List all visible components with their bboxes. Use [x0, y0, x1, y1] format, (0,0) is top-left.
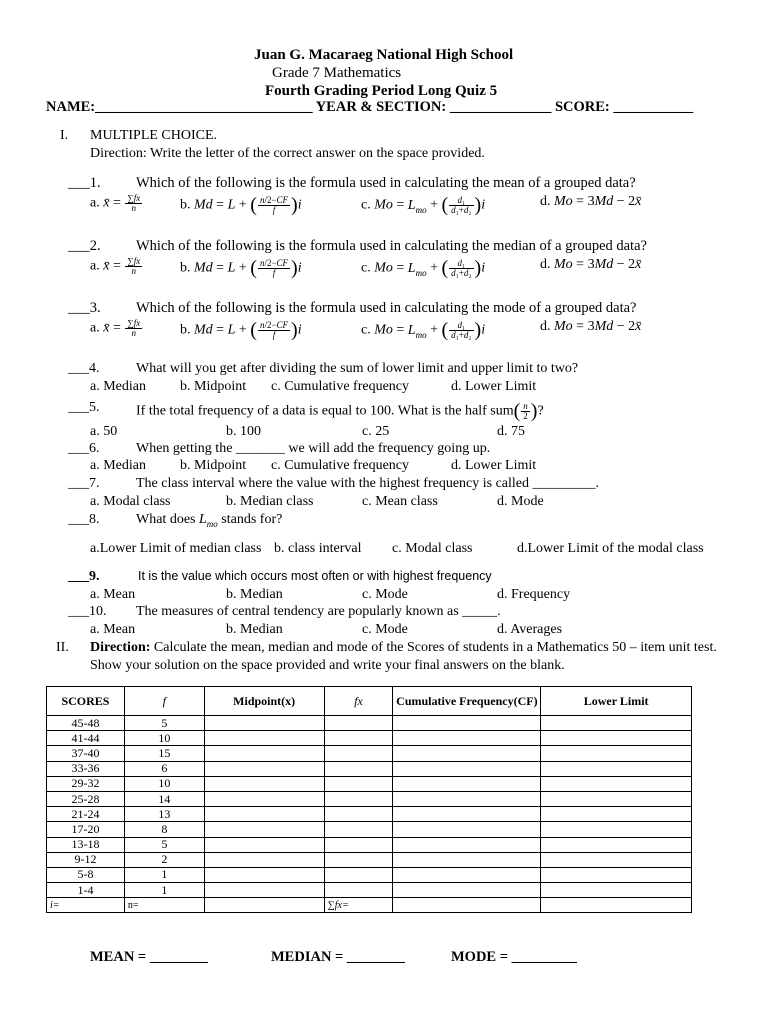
empty-cell: [204, 898, 324, 913]
cf-cell[interactable]: [393, 822, 541, 837]
q4-text: What will you get after dividing the sum of lower limit and upper limit to two?: [136, 361, 579, 376]
midpoint-cell[interactable]: [204, 746, 324, 761]
q7-choice-d: d. Mode: [497, 494, 544, 509]
cf-cell[interactable]: [393, 746, 541, 761]
grade-subject: Grade 7 Mathematics: [272, 65, 402, 81]
midpoint-cell[interactable]: [204, 822, 324, 837]
table-row: [47, 807, 692, 822]
score-cell: 29-32: [47, 776, 125, 791]
q5-choice-b: b. 100: [226, 424, 261, 439]
choice-letter: d.: [540, 257, 551, 272]
header-midpoint: Midpoint(x): [204, 687, 324, 716]
q10-choice-c: c. Mode: [362, 622, 408, 637]
cf-cell[interactable]: [393, 867, 541, 882]
cf-cell[interactable]: [393, 837, 541, 852]
choice-letter: d.: [540, 194, 551, 209]
header-scores: SCORES: [47, 687, 125, 716]
choice-a-formula-mean: a. x̄ = $\frac{\sum fx}{n}$: [90, 256, 141, 276]
q6-choice-c: c. Cumulative frequency: [271, 458, 410, 473]
part2-numeral: II.: [56, 640, 69, 655]
fx-cell[interactable]: [324, 807, 393, 822]
choice-letter: a.: [90, 195, 100, 211]
score-cell: 41-44: [47, 731, 125, 746]
fx-cell[interactable]: [324, 716, 393, 731]
choice-letter: b.: [180, 260, 191, 276]
cf-cell[interactable]: [393, 791, 541, 806]
score-cell: 9-12: [47, 852, 125, 867]
part1-direction: Direction: Write the letter of the correct answer on the space provided.: [90, 146, 485, 161]
q3-text: Which of the following is the formula used in calculating the mode of a grouped data?: [136, 300, 637, 316]
sum-fx-cell[interactable]: ∑fx=: [324, 898, 393, 913]
q6-choice-d: d. Lower Limit: [451, 458, 537, 473]
midpoint-cell[interactable]: [204, 761, 324, 776]
midpoint-cell[interactable]: [204, 807, 324, 822]
fx-cell[interactable]: [324, 883, 393, 898]
empty-cell: [541, 898, 692, 913]
table-row: [47, 883, 692, 898]
lower-limit-cell[interactable]: [541, 837, 692, 852]
q2-text: Which of the following is the formula used in calculating the median of a grouped data?: [136, 238, 647, 254]
q9-choice-b: b. Median: [226, 587, 283, 602]
q1-text: Which of the following is the formula used in calculating the mean of a grouped data?: [136, 175, 636, 191]
frequency-cell: 14: [124, 791, 204, 806]
score-cell: 13-18: [47, 837, 125, 852]
lower-limit-cell[interactable]: [541, 867, 692, 882]
frequency-cell: 1: [124, 867, 204, 882]
part2-direction-line2: Show your solution on the space provided and write your final answers on the blank.: [90, 658, 565, 673]
q8-text-post: stands for?: [221, 512, 283, 527]
fx-cell[interactable]: [324, 791, 393, 806]
q10-number: ___10.: [68, 604, 107, 619]
q8-choice-a: a.Lower Limit of median class: [90, 541, 262, 556]
choice-letter: c.: [361, 260, 371, 276]
fx-cell[interactable]: [324, 731, 393, 746]
q7-choice-a: a. Modal class: [90, 494, 171, 509]
table-row: [47, 731, 692, 746]
empty-cell: [393, 898, 541, 913]
header-f: f: [124, 687, 204, 716]
q8-choice-d: d.Lower Limit of the modal class: [517, 541, 704, 556]
choice-c-formula-mode: c. $Mo = L_{mo}$ + ( $\frac{\text{d₁}}{\text{d₁+d₂}}$ )i: [361, 319, 486, 341]
lower-limit-cell[interactable]: [541, 746, 692, 761]
cf-cell[interactable]: [393, 852, 541, 867]
q9-choice-a: a. Mean: [90, 587, 136, 602]
q9-number: ___9.: [68, 569, 100, 584]
part1-title: MULTIPLE CHOICE.: [90, 128, 218, 143]
lmo-symbol: $L_{mo}$: [198, 512, 218, 529]
choice-c-formula-mode: c. $Mo = L_{mo}$ + ( $\frac{\text{d₁}}{\text{d₁+d₂}}$ )i: [361, 194, 486, 216]
q9-choice-c: c. Mode: [362, 587, 408, 602]
lower-limit-cell[interactable]: [541, 791, 692, 806]
midpoint-cell[interactable]: [204, 867, 324, 882]
table-row: [47, 776, 692, 791]
header-cumulative-frequency: Cumulative Frequency(CF): [393, 687, 541, 716]
choice-letter: a.: [90, 320, 100, 336]
midpoint-cell[interactable]: [204, 837, 324, 852]
choice-b-formula-median: b. Md = L + ( $\frac{n/2-CF}{f}$ )i: [180, 319, 302, 341]
q5-choice-c: c. 25: [362, 424, 390, 439]
table-row: [47, 837, 692, 852]
part2-direction-line1: Calculate the mean, median and mode of the Scores of students in a Mathematics 50 – item unit test.: [153, 640, 717, 655]
school-name: Juan G. Macaraeg National High School: [254, 47, 514, 63]
frequency-cell: 13: [124, 807, 204, 822]
midpoint-cell[interactable]: [204, 852, 324, 867]
q6-choice-b: b. Midpoint: [180, 458, 247, 473]
choice-c-formula-mode: c. $Mo = L_{mo}$ + ( $\frac{\text{d₁}}{\text{d₁+d₂}}$ )i: [361, 257, 486, 279]
q5-text-main: If the total frequency of a data is equal to 100. What is the half sum: [136, 403, 514, 419]
header-fx: fx: [324, 687, 393, 716]
frequency-cell: 2: [124, 852, 204, 867]
q9-text: It is the value which occurs most often or with highest frequency: [138, 569, 492, 583]
cf-cell[interactable]: [393, 883, 541, 898]
midpoint-cell[interactable]: [204, 731, 324, 746]
q4-choice-c: c. Cumulative frequency: [271, 379, 410, 394]
q2-number: ___2.: [68, 238, 101, 254]
midpoint-cell[interactable]: [204, 883, 324, 898]
cf-cell[interactable]: [393, 716, 541, 731]
choice-d-formula-empirical: d. Mo = 3Md − 2x̄: [540, 257, 642, 272]
score-cell: 5-8: [47, 867, 125, 882]
q8-choice-b: b. class interval: [274, 541, 362, 556]
q7-choice-c: c. Mean class: [362, 494, 438, 509]
cf-cell[interactable]: [393, 761, 541, 776]
frequency-cell: 5: [124, 837, 204, 852]
cf-cell[interactable]: [393, 776, 541, 791]
header-lower-limit: Lower Limit: [541, 687, 692, 716]
q4-choice-b: b. Midpoint: [180, 379, 247, 394]
choice-a-formula-mean: a. x̄ = $\frac{\sum fx}{n}$: [90, 193, 141, 213]
q5-text: If the total frequency of a data is equal to 100. What is the half sum( $\frac{n}{2}$ )?: [136, 400, 544, 422]
name-line: NAME:______________________________ YEAR & SECTION: ______________ SCORE: ___________: [46, 99, 694, 115]
q7-choice-b: b. Median class: [226, 494, 314, 509]
table-header-row: [47, 687, 692, 716]
table-footer-row: [47, 898, 692, 913]
frequency-cell: 5: [124, 716, 204, 731]
choice-d-formula-empirical: d. Mo = 3Md − 2x̄: [540, 319, 642, 334]
q7-number: ___7.: [68, 476, 100, 491]
choice-letter: b.: [180, 322, 191, 338]
q8-text-pre: What does: [136, 512, 196, 527]
q5-choice-d: d. 75: [497, 424, 525, 439]
frequency-cell: 10: [124, 731, 204, 746]
choice-a-formula-mean: a. x̄ = $\frac{\sum fx}{n}$: [90, 318, 141, 338]
lower-limit-cell[interactable]: [541, 776, 692, 791]
fx-cell[interactable]: [324, 837, 393, 852]
fx-cell[interactable]: [324, 746, 393, 761]
q1-number: ___1.: [68, 175, 101, 191]
choice-b-formula-median: b. Md = L + ( $\frac{n/2-CF}{f}$ )i: [180, 194, 302, 216]
choice-b-formula-median: b. Md = L + ( $\frac{n/2-CF}{f}$ )i: [180, 257, 302, 279]
fx-cell[interactable]: [324, 761, 393, 776]
q9-choice-d: d. Frequency: [497, 587, 571, 602]
fx-cell[interactable]: [324, 776, 393, 791]
q4-choice-d: d. Lower Limit: [451, 379, 537, 394]
frequency-cell: 6: [124, 761, 204, 776]
q4-choice-a: a. Median: [90, 379, 146, 394]
score-cell: 17-20: [47, 822, 125, 837]
score-cell: 45-48: [47, 716, 125, 731]
choice-letter: a.: [90, 258, 100, 274]
lower-limit-cell[interactable]: [541, 716, 692, 731]
cf-cell[interactable]: [393, 807, 541, 822]
lower-limit-cell[interactable]: [541, 731, 692, 746]
choice-d-formula-empirical: d. Mo = 3Md − 2x̄: [540, 194, 642, 209]
q6-text: When getting the _______ we will add the frequency going up.: [136, 441, 491, 456]
fx-cell[interactable]: [324, 852, 393, 867]
part1-numeral: I.: [60, 128, 69, 143]
q10-choice-b: b. Median: [226, 622, 283, 637]
score-cell: 33-36: [47, 761, 125, 776]
mean-answer[interactable]: MEAN = ________: [90, 949, 208, 965]
table-row: [47, 822, 692, 837]
lower-limit-cell[interactable]: [541, 852, 692, 867]
table-row: [47, 746, 692, 761]
lower-limit-cell[interactable]: [541, 822, 692, 837]
q4-number: ___4.: [68, 361, 100, 376]
part2-direction: [90, 640, 717, 656]
midpoint-cell[interactable]: [204, 776, 324, 791]
q6-number: ___6.: [68, 441, 100, 456]
q8-text: [136, 512, 282, 529]
lower-limit-cell[interactable]: [541, 761, 692, 776]
part2-direction-label: Direction:: [90, 640, 151, 655]
table-row: [47, 791, 692, 806]
lower-limit-cell[interactable]: [541, 807, 692, 822]
mode-answer[interactable]: MODE = _________: [451, 949, 577, 965]
frequency-cell: 10: [124, 776, 204, 791]
n-over-2-formula: (: [513, 400, 521, 422]
quiz-title: Fourth Grading Period Long Quiz 5: [265, 83, 498, 99]
q7-text: The class interval where the value with the highest frequency is called _________.: [136, 476, 600, 491]
q10-text: The measures of central tendency are popularly known as _____.: [136, 604, 501, 619]
q5-choice-a: a. 50: [90, 424, 118, 439]
choice-letter: d.: [540, 319, 551, 334]
table-row: [47, 852, 692, 867]
frequency-cell: 1: [124, 883, 204, 898]
frequency-cell: 8: [124, 822, 204, 837]
cf-cell[interactable]: [393, 731, 541, 746]
choice-letter: c.: [361, 197, 371, 213]
choice-letter: b.: [180, 197, 191, 213]
frequency-cell: 15: [124, 746, 204, 761]
table-row: [47, 716, 692, 731]
q8-number: ___8.: [68, 512, 100, 527]
score-cell: 25-28: [47, 791, 125, 806]
q5-number: ___5.: [68, 400, 100, 415]
fx-cell[interactable]: [324, 867, 393, 882]
q10-choice-a: a. Mean: [90, 622, 136, 637]
score-cell: 1-4: [47, 883, 125, 898]
q3-number: ___3.: [68, 300, 101, 316]
median-answer[interactable]: MEDIAN = ________: [271, 949, 405, 965]
table-row: [47, 867, 692, 882]
q10-choice-d: d. Averages: [497, 622, 563, 637]
table-row: [47, 761, 692, 776]
q6-choice-a: a. Median: [90, 458, 146, 473]
total-frequency-cell[interactable]: n=: [124, 898, 204, 913]
midpoint-cell[interactable]: [204, 791, 324, 806]
frequency-table: [46, 686, 692, 913]
class-width-cell[interactable]: i=: [47, 898, 125, 913]
fx-cell[interactable]: [324, 822, 393, 837]
score-cell: 21-24: [47, 807, 125, 822]
choice-letter: c.: [361, 322, 371, 338]
midpoint-cell[interactable]: [204, 716, 324, 731]
lower-limit-cell[interactable]: [541, 883, 692, 898]
score-cell: 37-40: [47, 746, 125, 761]
q8-choice-c: c. Modal class: [392, 541, 473, 556]
